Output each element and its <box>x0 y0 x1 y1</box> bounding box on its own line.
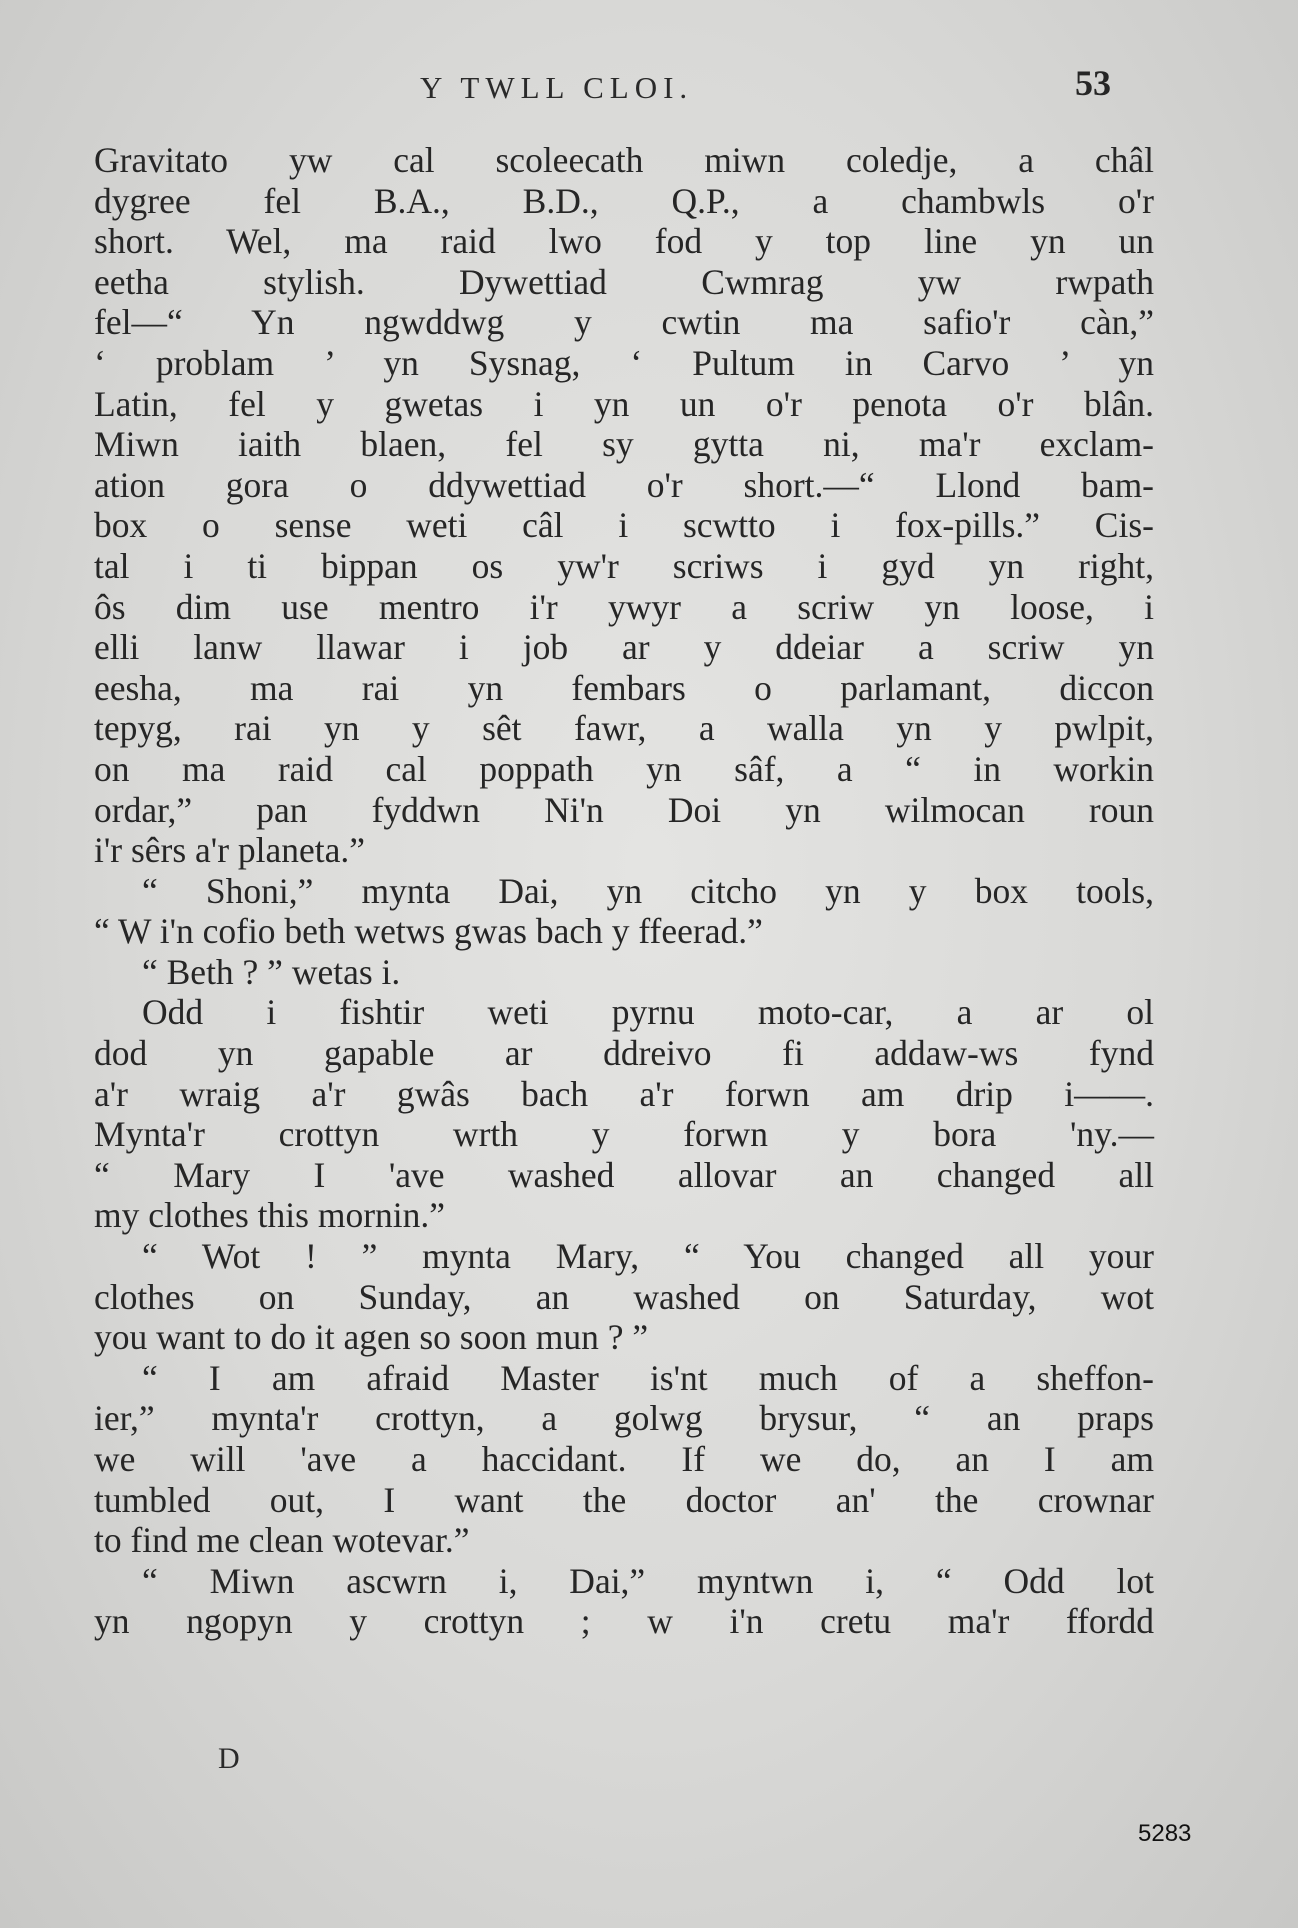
text-line: ôs dim use mentro i'r ywyr a scriw yn loose, i <box>94 586 1154 627</box>
page-number: 53 <box>1075 63 1111 103</box>
text-line: tepyg, rai yn y sêt fawr, a walla yn y pwlpit, <box>94 708 1154 749</box>
text-line: Odd i fishtir weti pyrnu moto-car, a ar ol <box>142 992 1154 1033</box>
text-line: clothes on Sunday, an washed on Saturday, wot <box>94 1276 1154 1317</box>
text-line: Latin, fel y gwetas i yn un o'r penota o'r blân. <box>94 383 1154 424</box>
text-line: short. Wel, ma raid lwo fod y top line yn un <box>94 221 1154 262</box>
text-line: ‘ problam ’ yn Sysnag, ‘ Pultum in Carvo ’ yn <box>94 342 1154 383</box>
text-line: tumbled out, I want the doctor an' the crownar <box>94 1479 1154 1520</box>
text-line: “ Miwn ascwrn i, Dai,” myntwn i, “ Odd lot <box>142 1560 1154 1601</box>
text-line: tal i ti bippan os yw'r scriws i gyd yn right, <box>94 545 1154 586</box>
text-line: eesha, ma rai yn fembars o parlamant, diccon <box>94 667 1154 708</box>
scan-id: 5283 <box>1138 1820 1192 1847</box>
text-line: Gravitato yw cal scoleecath miwn coledje, a châl <box>94 140 1154 180</box>
text-line: a'r wraig a'r gwâs bach a'r forwn am drip i——. <box>94 1073 1154 1114</box>
text-line: Miwn iaith blaen, fel sy gytta ni, ma'r exclam- <box>94 424 1154 465</box>
text-line: “ Shoni,” mynta Dai, yn citcho yn y box tools, <box>142 870 1154 911</box>
text-line: elli lanw llawar i job ar y ddeiar a scriw yn <box>94 627 1154 668</box>
running-title: Y TWLL CLOI. <box>420 70 694 105</box>
text-line: eetha stylish. Dywettiad Cwmrag yw rwpath <box>94 261 1154 302</box>
text-line: yn ngopyn y crottyn ; w i'n cretu ma'r ffordd <box>94 1601 1154 1642</box>
text-line: fel—“ Yn ngwddwg y cwtin ma safio'r càn,” <box>94 302 1154 343</box>
text-line: “ Mary I 'ave washed allovar an changed all <box>94 1154 1154 1195</box>
text-line: ation gora o ddywettiad o'r short.—“ Llond bam- <box>94 464 1154 505</box>
text-line: to find me clean wotevar.” <box>94 1520 470 1561</box>
text-line: dod yn gapable ar ddreivo fi addaw-ws fynd <box>94 1033 1154 1074</box>
running-head <box>0 62 1298 106</box>
body-text <box>94 140 1154 1642</box>
text-line: on ma raid cal poppath yn sâf, a “ in workin <box>94 748 1154 789</box>
text-line: “ Beth ? ” wetas i. <box>142 951 401 992</box>
text-line: my clothes this mornin.” <box>94 1195 446 1236</box>
text-line: “ I am afraid Master is'nt much of a sheffon- <box>142 1357 1154 1398</box>
text-line: ordar,” pan fyddwn Ni'n Doi yn wilmocan roun <box>94 789 1154 830</box>
text-line: Mynta'r crottyn wrth y forwn y bora 'ny.— <box>94 1114 1154 1155</box>
text-line: you want to do it agen so soon mun ? ” <box>94 1317 649 1358</box>
text-line: i'r sêrs a'r planeta.” <box>94 830 366 871</box>
text-line: “ Wot ! ” mynta Mary, “ You changed all your <box>142 1236 1154 1277</box>
signature-mark: D <box>218 1742 240 1775</box>
text-line: we will 'ave a haccidant. If we do, an I am <box>94 1439 1154 1479</box>
text-line: “ W i'n cofio beth wetws gwas bach y ffeerad.” <box>94 911 763 952</box>
text-line: ier,” mynta'r crottyn, a golwg brysur, “ an praps <box>94 1398 1154 1439</box>
text-line: dygree fel B.A., B.D., Q.P., a chambwls o'r <box>94 180 1154 221</box>
text-line: box o sense weti câl i scwtto i fox-pills.” Cis- <box>94 505 1154 546</box>
